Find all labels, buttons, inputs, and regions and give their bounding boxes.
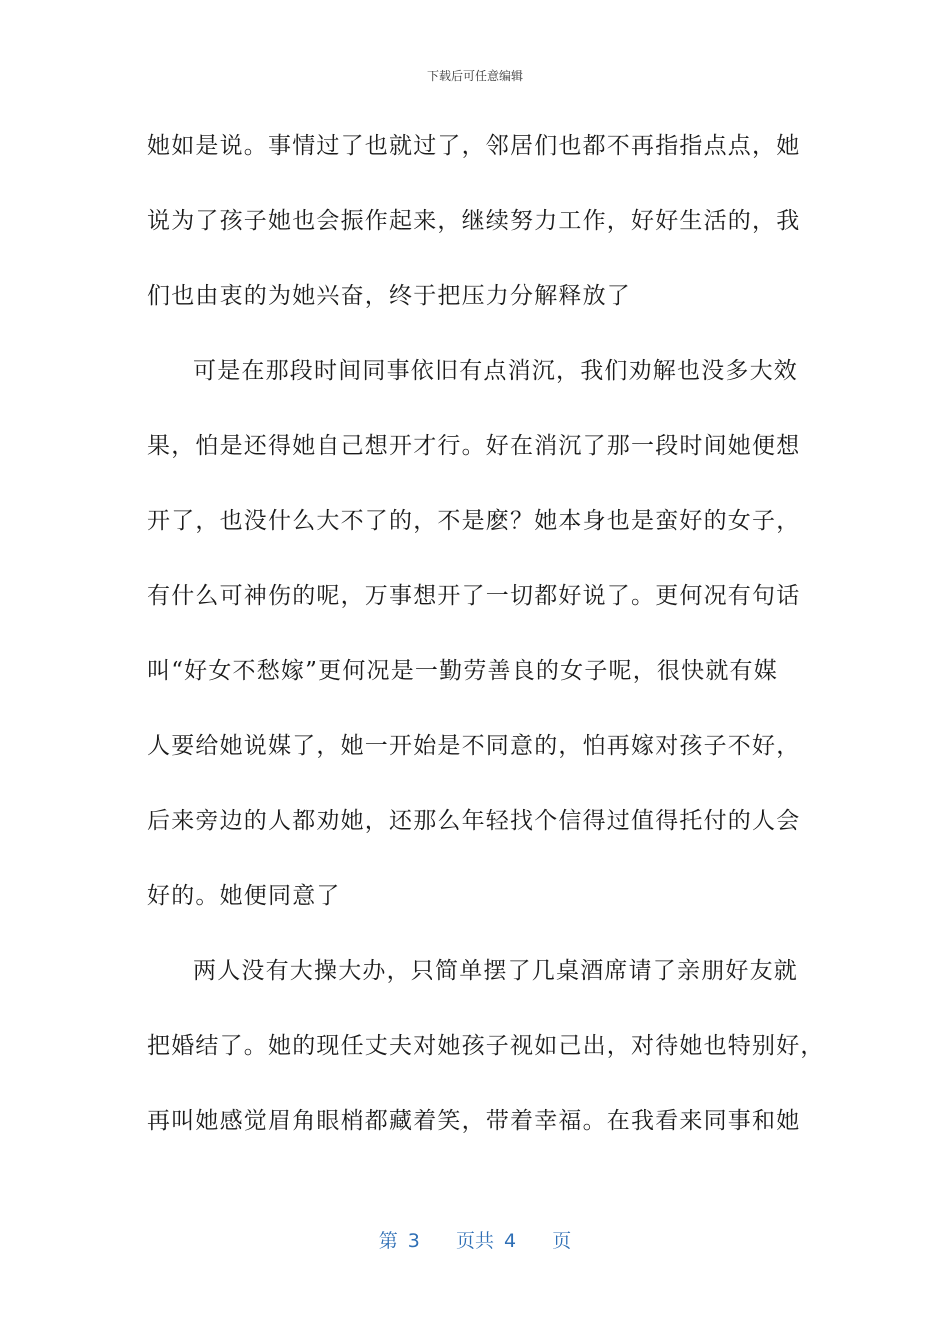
- text-line-12: 两人没有大操大办，只简单摆了几桌酒席请了亲朋好友就: [193, 958, 798, 984]
- total-page-number: 4: [504, 1230, 517, 1252]
- text-line-8: 叫“好女不愁嫁”更何况是一勤劳善良的女子呢，很快就有媒: [147, 658, 778, 684]
- text-line-4: 可是在那段时间同事依旧有点消沉，我们劝解也没多大效: [193, 358, 798, 384]
- text-line-5: 果，怕是还得她自己想开才行。好在消沉了那一段时间她便想: [147, 433, 801, 459]
- text-line-13: 把婚结了。她的现任丈夫对她孩子视如己出，对待她也特别好，: [147, 1033, 825, 1059]
- text-line-11: 好的。她便同意了: [147, 883, 341, 909]
- text-line-1: 她如是说。事情过了也就过了，邻居们也都不再指指点点，她: [147, 133, 801, 159]
- text-line-14: 再叫她感觉眉角眼梢都藏着笑，带着幸福。在我看来同事和她: [147, 1108, 801, 1134]
- text-line-6: 开了，也没什么大不了的，不是麽？她本身也是蛮好的女子，: [147, 508, 801, 534]
- footer-prefix: 第: [378, 1230, 398, 1252]
- text-line-7: 有什么可神伤的呢，万事想开了一切都好说了。更何况有句话: [147, 583, 801, 609]
- header-note: 下载后可任意编辑: [426, 69, 523, 83]
- footer-suffix: 页: [552, 1230, 572, 1252]
- current-page-number: 3: [407, 1230, 420, 1252]
- text-line-10: 后来旁边的人都劝她，还那么年轻找个信得过值得托付的人会: [147, 808, 801, 834]
- page-number-footer: [0, 1226, 950, 1253]
- text-line-3: 们也由衷的为她兴奋，终于把压力分解释放了: [147, 283, 631, 309]
- document-body: [147, 123, 825, 1173]
- text-line-2: 说为了孩子她也会振作起来，继续努力工作，好好生活的，我: [147, 208, 801, 234]
- footer-middle: 页共: [455, 1230, 494, 1252]
- text-line-9: 人要给她说媒了，她一开始是不同意的，怕再嫁对孩子不好，: [147, 733, 801, 759]
